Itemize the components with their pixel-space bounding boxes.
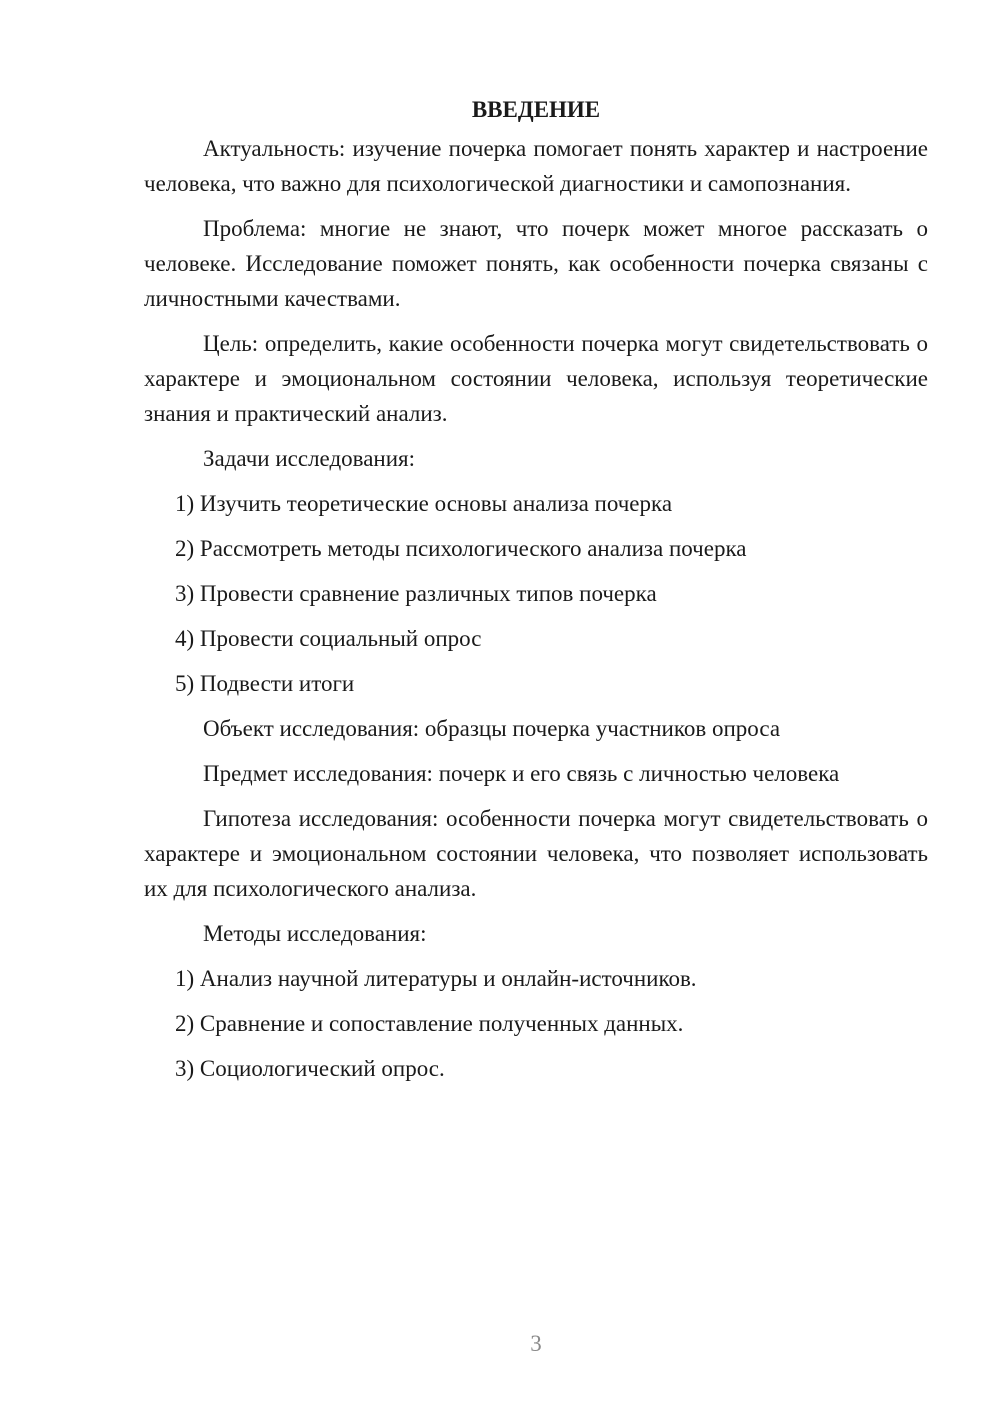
task-item: 3) Провести сравнение различных типов почерка [175, 581, 657, 606]
section-heading: ВВЕДЕНИЕ [471, 97, 601, 122]
method-item: 1) Анализ научной литературы и онлайн-источников. [175, 966, 697, 991]
tasks-list [144, 486, 928, 701]
task-item: 5) Подвести итоги [175, 671, 355, 696]
methods-title: Методы исследования: [203, 921, 427, 946]
hypothesis-paragraph: Гипотеза исследования: особенности почерка могут свидетельствовать о характере и эмоциональном состоянии человека, что позволяет использовать их для психологического анализа. [144, 806, 928, 901]
subject-line: Предмет исследования: почерк и его связь с личностью человека [203, 761, 840, 786]
relevance-paragraph: Актуальность: изучение почерка помогает понять характер и настроение человека, что важно для психологической диагностики и самопознания. [144, 136, 928, 196]
task-item: 1) Изучить теоретические основы анализа почерка [175, 491, 673, 516]
method-item: 2) Сравнение и сопоставление полученных данных. [175, 1011, 684, 1036]
task-item: 4) Провести социальный опрос [175, 626, 482, 651]
problem-paragraph: Проблема: многие не знают, что почерк может многое рассказать о человеке. Исследование поможет понять, как особенности почерка связаны с личностными качествами. [144, 216, 928, 311]
tasks-title: Задачи исследования: [203, 446, 416, 471]
task-item: 2) Рассмотреть методы психологического анализа почерка [175, 536, 747, 561]
method-item: 3) Социологический опрос. [175, 1056, 445, 1081]
document-page [144, 92, 928, 1096]
goal-paragraph: Цель: определить, какие особенности почерка могут свидетельствовать о характере и эмоциональном состоянии человека, используя теоретические знания и практический анализ. [144, 331, 928, 426]
object-line: Объект исследования: образцы почерка участников опроса [203, 716, 781, 741]
page-number: 3 [530, 1331, 542, 1356]
methods-list [144, 961, 928, 1086]
